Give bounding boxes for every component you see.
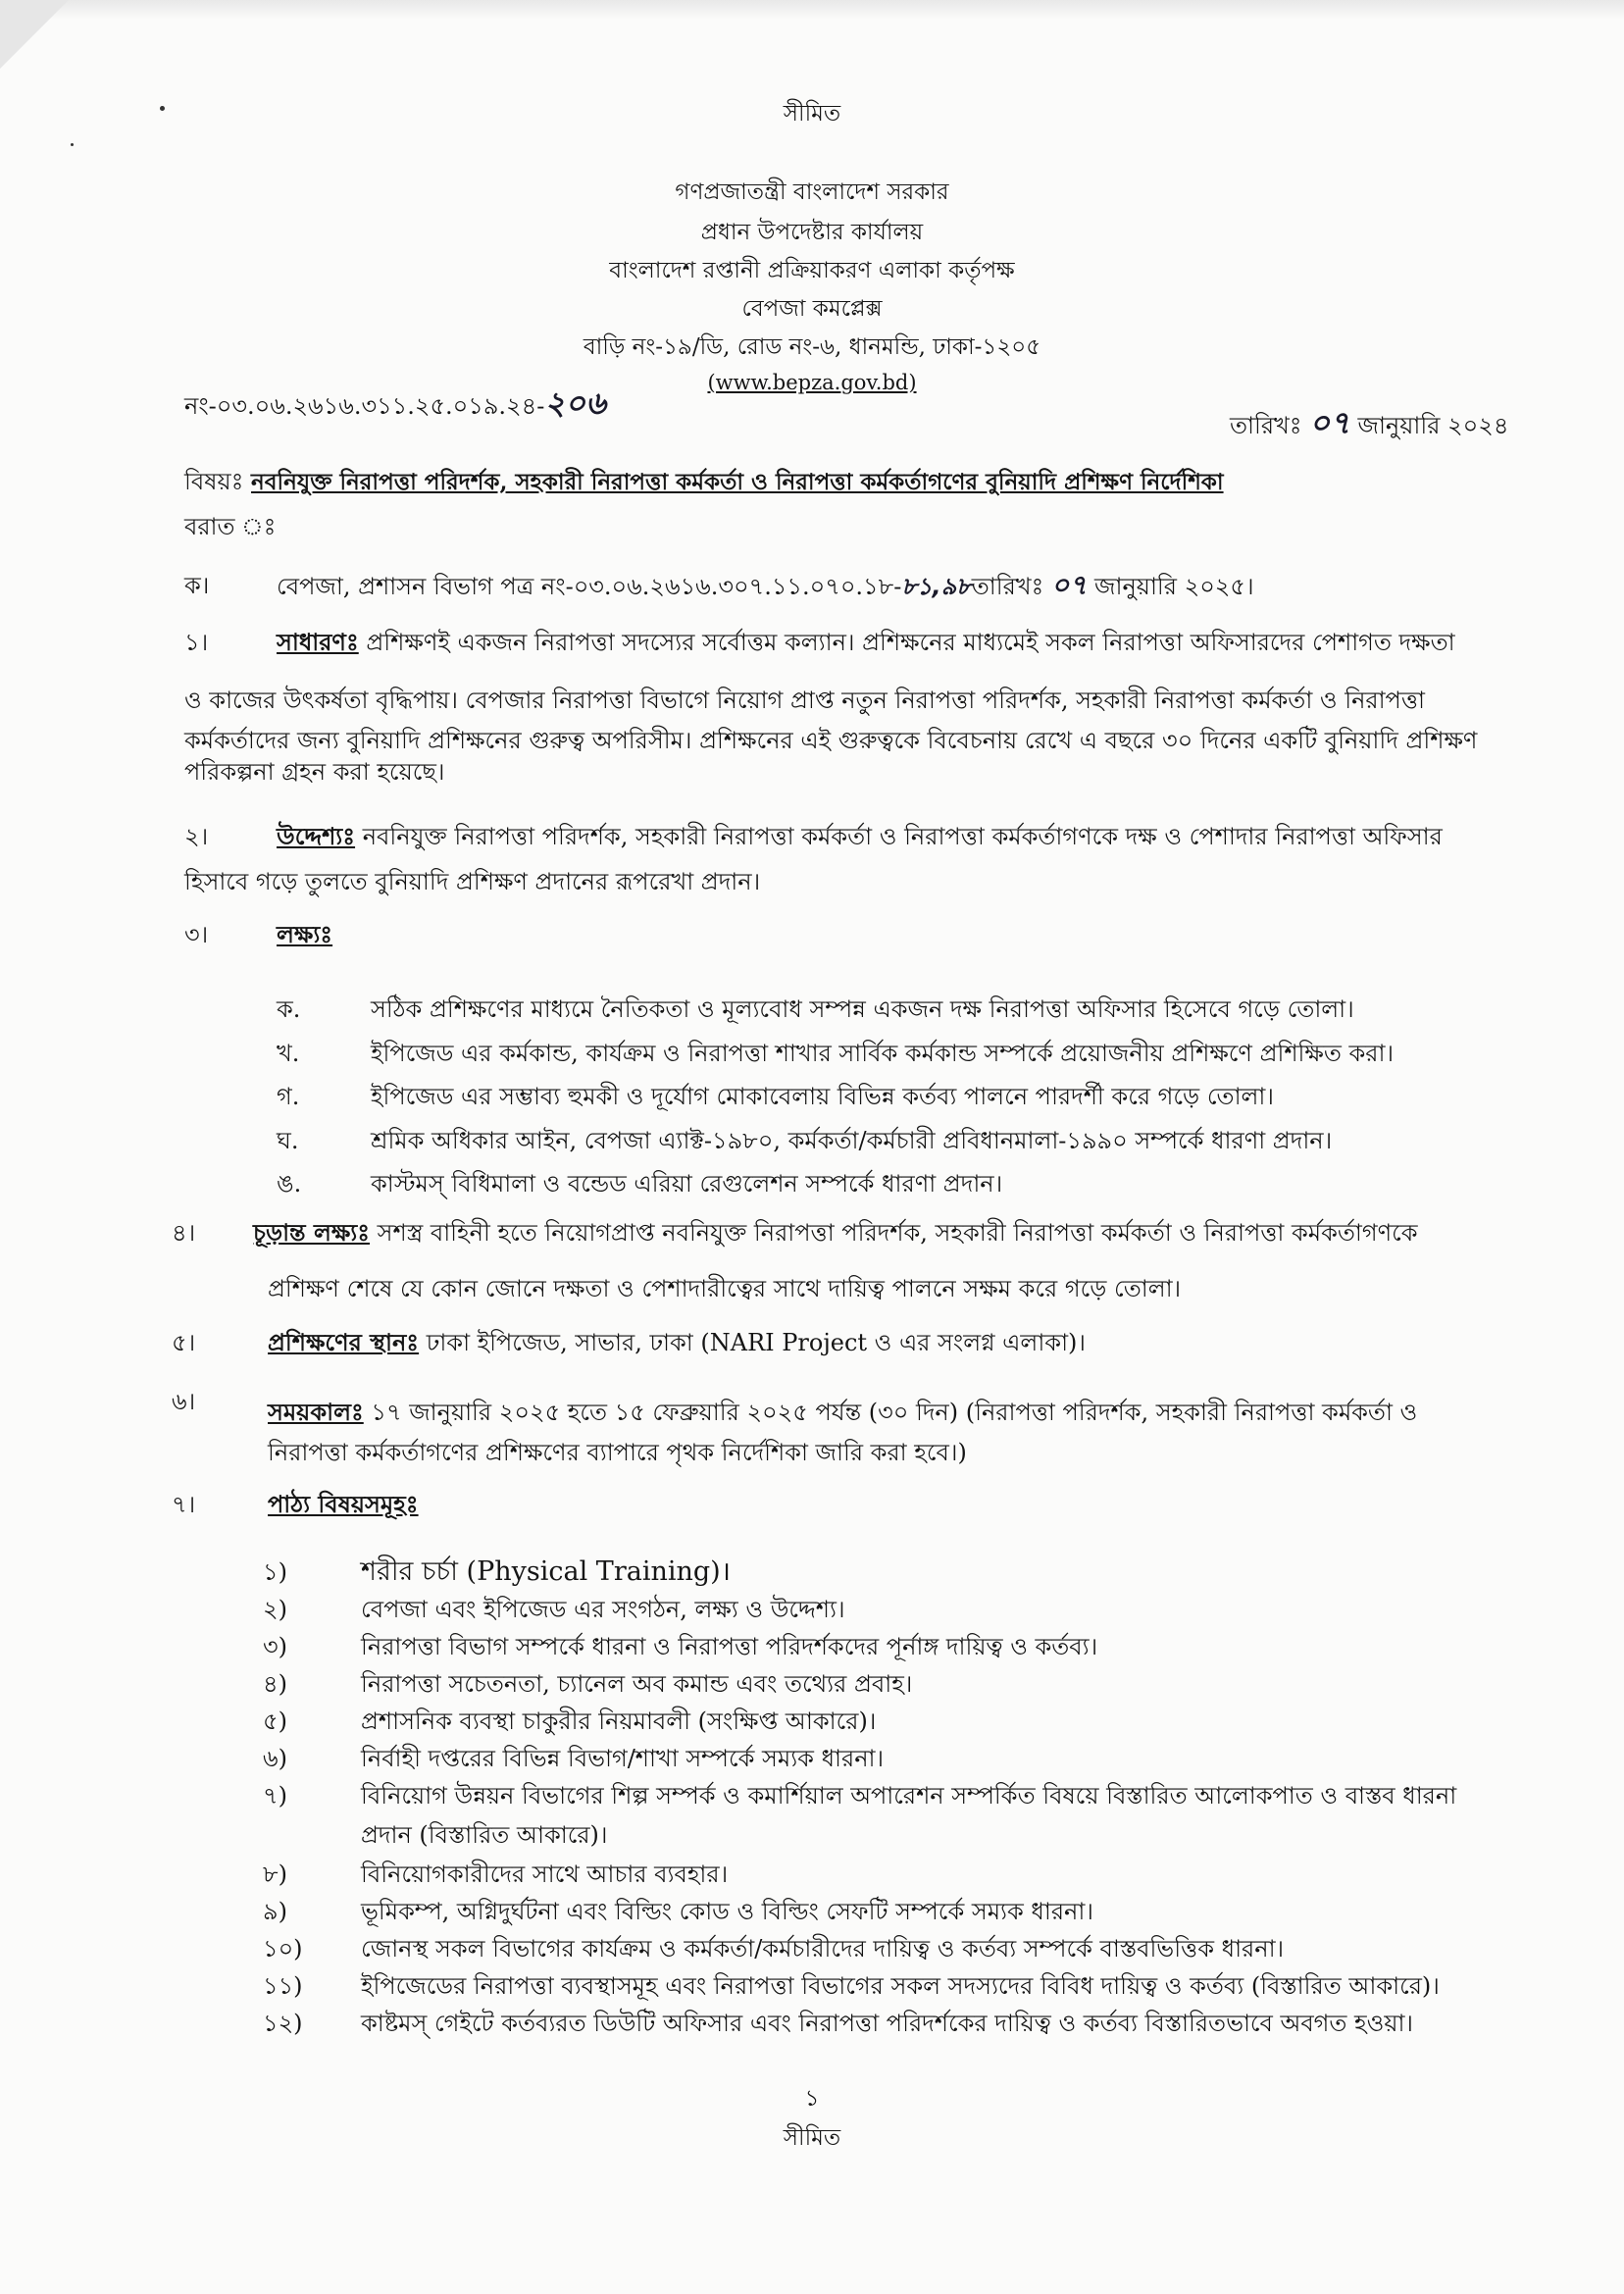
goal-text: ইপিজেড এর কর্মকান্ড, কার্যক্রম ও নিরাপত্তা শাখার সার্বিক কর্মকান্ড সম্পর্কে প্রয়োজনীয় প্রশিক্ষণে প্রশিক্ষিত করা। [371,1040,1395,1067]
header-line-5: বাড়ি নং-১৯/ডি, রোড নং-৬, ধানমন্ডি, ঢাকা-১২০৫ [583,334,1041,360]
section-5-text-1: ঢাকা ইপিজেড, সাভার, ঢাকা (NARI Project ও এর সংলগ্ন এলাকা)। [426,1329,1086,1356]
header-website: (www.bepza.gov.bd) [707,371,917,394]
topic-number: ১০) [263,1935,303,1963]
topic-number: ৮) [263,1861,287,1888]
header-line-3: বাংলাদেশ রপ্তানী প্রক্রিয়াকরণ এলাকা কর্তৃপক্ষ [609,258,1015,283]
subject-text: নবনিযুক্ত নিরাপত্তা পরিদর্শক, সহকারী নিরাপত্তা কর্মকর্তা ও নিরাপত্তা কর্মকর্তাগণের বুনিয়াদি প্রশিক্ষণ নির্দেশিকা [251,469,1224,495]
topic-number: ৯) [263,1898,287,1925]
topic-number: ৭) [263,1782,287,1810]
goal-number: গ. [277,1083,300,1110]
scan-shadow [0,0,1624,20]
memo-number-prefix: নং-০৩.০৬.২৬১৬.৩১১.২৫.০১৯.২৪- [184,392,545,420]
reference-date-label: তারিখঃ [971,573,1044,600]
topic-text-continued: প্রদান (বিস্তারিত আকারে)। [361,1821,608,1849]
section-6-number: ৬। [172,1388,196,1415]
topic-text: বিনিয়োগকারীদের সাথে আচার ব্যবহার। [361,1861,729,1888]
reference-text [277,569,1254,603]
subject-line [184,465,1224,499]
section-2-number: ২। [184,823,209,850]
section-4-line-1 [253,1216,1418,1249]
section-6-line-2: নিরাপত্তা কর্মকর্তাগণের প্রশিক্ষণের ব্যাপারে পৃথক নির্দেশিকা জারি করা হবে।) [268,1439,967,1466]
section-7-number: ৭। [172,1491,196,1518]
topic-text: বেপজা এবং ইপিজেড এর সংগঠন, লক্ষ্য ও উদ্দেশ্য। [361,1596,845,1623]
memo-date-handwritten: ০৭ [1309,404,1350,441]
topic-number: ৪) [263,1670,287,1698]
section-2-text-1: নবনিযুক্ত নিরাপত্তা পরিদর্শক, সহকারী নিরাপত্তা কর্মকর্তা ও নিরাপত্তা কর্মকর্তাগণকে দক্ষ ও পেশাদার নিরাপত্তা অফিসার [362,823,1443,850]
topic-number: ৫) [263,1708,287,1735]
section-6-heading: সময়কালঃ [268,1398,364,1426]
goal-text: সঠিক প্রশিক্ষণের মাধ্যমে নৈতিকতা ও মূল্যবোধ সম্পন্ন একজন দক্ষ নিরাপত্তা অফিসার হিসেবে গড়ে তোলা। [371,995,1354,1023]
goal-number: খ. [277,1040,300,1067]
topic-text: ভূমিকম্প, অগ্নিদুর্ঘটনা এবং বিল্ডিং কোড ও বিল্ডিং সেফটি সম্পর্কে সম্যক ধারনা। [361,1898,1093,1925]
section-5-number: ৫। [172,1329,196,1356]
section-1-heading: সাধারণঃ [277,628,359,656]
section-1-text-1: প্রশিক্ষণই একজন নিরাপত্তা সদস্যের সর্বোত্তম কল্যান। প্রশিক্ষনের মাধ্যমেই সকল নিরাপত্তা অফিসারদের পেশাগত দক্ষতা [366,629,1455,656]
section-1-line-4: পরিকল্পনা গ্রহন করা হয়েছে। [184,758,445,786]
memo-number-handwritten: ২০৬ [544,384,606,422]
section-3-number: ৩। [184,921,209,948]
section-5-heading: প্রশিক্ষণের স্থানঃ [268,1328,420,1356]
reference-num: ক। [184,572,210,599]
memo-date-rest: জানুয়ারি ২০২৪ [1357,412,1509,439]
section-4-heading: চূড়ান্ত লক্ষ্যঃ [253,1218,371,1247]
section-5-line-1 [268,1326,1086,1359]
reference-label: বরাত ঃ [184,513,277,540]
topic-number: ১১) [263,1972,303,2000]
topic-text: শরীর চর্চা (Physical Training)। [361,1556,731,1587]
classification-top: সীমিত [783,101,841,127]
section-1-line-2: ও কাজের উৎকর্ষতা বৃদ্ধিপায়। বেপজার নিরাপত্তা বিভাগে নিয়োগ প্রাপ্ত নতুন নিরাপত্তা পরিদর্শক, সহকারী নিরাপত্তা কর্মকর্তা ও নিরাপত্তা [184,687,1425,714]
topic-text: প্রশাসনিক ব্যবস্থা চাকুরীর নিয়মাবলী (সংক্ষিপ্ত আকারে)। [361,1708,877,1735]
goal-number: ঘ. [277,1127,299,1154]
header-line-1: গণপ্রজাতন্ত্রী বাংলাদেশ সরকার [675,179,949,205]
header-line-4: বেপজা কমপ্লেক্স [741,296,883,322]
page-fold-corner [0,0,69,69]
topic-text: নির্বাহী দপ্তরের বিভিন্ন বিভাগ/শাখা সম্পর্কে সম্যক ধারনা। [361,1745,885,1772]
topic-text: ইপিজেডের নিরাপত্তা ব্যবস্থাসমূহ এবং নিরাপত্তা বিভাগের সকল সদস্যদের বিবিধ দায়িত্ব ও কর্তব্য (বিস্তারিত আকারে)। [361,1972,1440,2000]
section-1-line-1 [277,626,1455,659]
section-6-line-1 [268,1396,1417,1429]
memo-date-label: তারিখঃ [1230,412,1302,439]
goal-text: ইপিজেড এর সম্ভাব্য হুমকী ও দূর্যোগ মোকাবেলায় বিভিন্ন কর্তব্য পালনে পারদর্শী করে গড়ে তোলা। [371,1083,1274,1110]
topic-text: বিনিয়োগ উন্নয়ন বিভাগের শিল্প সম্পর্ক ও কমার্শিয়াল অপারেশন সম্পর্কিত বিষয়ে বিস্তারিত আলোকপাত ও বাস্তব ধারনা [361,1782,1457,1810]
section-3-heading-text: লক্ষ্যঃ [277,920,333,948]
subject-label: বিষয়ঃ [184,468,244,495]
reference-text-prefix: বেপজা, প্রশাসন বিভাগ পত্র নং-০৩.০৬.২৬১৬.৩০৭.১১.০৭০.১৮- [277,573,902,600]
memo-date [1230,406,1508,442]
section-3-heading [277,918,332,951]
section-6-text-1: ১৭ জানুয়ারি ২০২৫ হতে ১৫ ফেব্রুয়ারি ২০২৫ পর্যন্ত (৩০ দিন) (নিরাপত্তা পরিদর্শক, সহকারী নিরাপত্তা কর্মকর্তা ও [371,1399,1418,1426]
goal-text: শ্রমিক অধিকার আইন, বেপজা এ্যাক্ট-১৯৮০, কর্মকর্তা/কর্মচারী প্রবিধানমালা-১৯৯০ সম্পর্কে ধারণা প্রদান। [371,1127,1333,1154]
page-number: ১ [804,2086,820,2112]
topic-text: নিরাপত্তা সচেতনতা, চ্যানেল অব কমান্ড এবং তথ্যের প্রবাহ। [361,1670,913,1698]
reference-handwritten: ৮১,৯৮ [901,573,972,600]
section-4-number: ৪। [172,1219,196,1247]
topic-number: ২) [263,1596,287,1623]
classification-bottom: সীমিত [783,2125,841,2151]
goal-text: কাস্টমস্ বিধিমালা ও বন্ডেড এরিয়া রেগুলেশন সম্পর্কে ধারণা প্রদান। [371,1170,1003,1198]
reference-date-rest: জানুয়ারি ২০২৫। [1094,573,1254,600]
section-4-text-1: সশস্ত্র বাহিনী হতে নিয়োগপ্রাপ্ত নবনিযুক্ত নিরাপত্তা পরিদর্শক, সহকারী নিরাপত্তা কর্মকর্তা ও নিরাপত্তা কর্মকর্তাগণকে [377,1219,1418,1247]
reference-date-handwritten: ০৭ [1050,569,1088,601]
section-7-heading-text: পাঠ্য বিষয়সমূহঃ [268,1490,419,1518]
scan-speck [71,143,74,146]
section-2-heading: উদ্দেশ্যঃ [277,822,356,850]
section-2-line-1 [277,820,1443,853]
topic-number: ৩) [263,1633,287,1660]
section-2-line-2: হিসাবে গড়ে তুলতে বুনিয়াদি প্রশিক্ষণ প্রদানের রূপরেখা প্রদান। [184,868,761,895]
topic-number: ৬) [263,1745,287,1772]
topic-text: কাষ্টমস্ গেইটে কর্তব্যরত ডিউটি অফিসার এবং নিরাপত্তা পরিদর্শকের দায়িত্ব ও কর্তব্য বিস্তারিতভাবে অবগত হওয়া। [361,2010,1414,2037]
goal-number: ঙ. [277,1170,302,1198]
section-7-heading [268,1488,419,1521]
section-1-number: ১। [184,629,209,656]
section-4-line-2: প্রশিক্ষণ শেষে যে কোন জোনে দক্ষতা ও পেশাদারীত্বের সাথে দায়িত্ব পালনে সক্ষম করে গড়ে তোলা। [268,1275,1182,1302]
topic-text: জোনস্থ সকল বিভাগের কার্যক্রম ও কর্মকর্তা/কর্মচারীদের দায়িত্ব ও কর্তব্য সম্পর্কে বাস্তবভিত্তিক ধারনা। [361,1935,1285,1963]
topic-number: ১) [263,1558,287,1586]
goal-number: ক. [277,995,301,1023]
topic-number: ১২) [263,2010,303,2037]
memo-number [184,386,606,423]
topic-text: নিরাপত্তা বিভাগ সম্পর্কে ধারনা ও নিরাপত্তা পরিদর্শকদের পূর্নাঙ্গ দায়িত্ব ও কর্তব্য। [361,1633,1098,1660]
section-1-line-3: কর্মকর্তাদের জন্য বুনিয়াদি প্রশিক্ষনের গুরুত্ব অপরিসীম। প্রশিক্ষনের এই গুরুত্বকে বিবেচনায় রেখে এ বছরে ৩০ দিনের একটি বুনিয়াদি প্রশিক্ষণ [184,727,1478,754]
header-line-2: প্রধান উপদেষ্টার কার্যালয় [700,220,924,245]
